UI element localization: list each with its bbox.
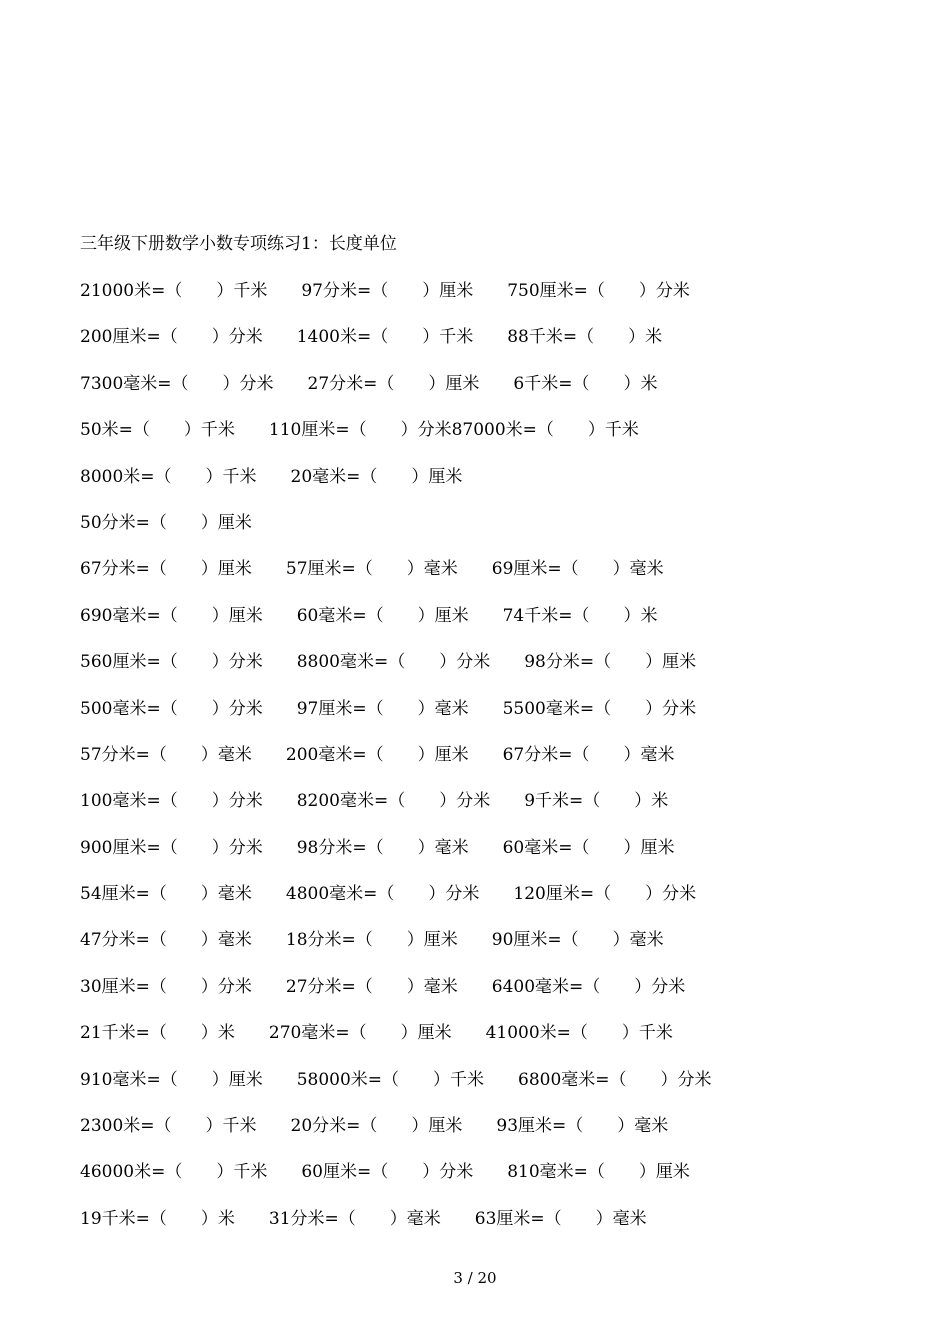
exercise-row-21: 19千米=（ ）米 31分米=（ ）毫米 63厘米=（ ）毫米	[80, 1208, 647, 1229]
exercise-list	[80, 279, 900, 1253]
page-number: 3 / 20	[453, 1269, 497, 1287]
exercise-row-5: 8000米=（ ）千米 20毫米=（ ）厘米	[80, 466, 463, 487]
exercise-row-14: 54厘米=（ ）毫米 4800毫米=（ ）分米 120厘米=（ ）分米	[80, 884, 697, 905]
exercise-row-16: 30厘米=（ ）分米 27分米=（ ）毫米 6400毫米=（ ）分米	[80, 976, 686, 997]
exercise-row-19: 2300米=（ ）千米 20分米=（ ）厘米 93厘米=（ ）毫米	[80, 1116, 669, 1137]
exercise-row-18: 910毫米=（ ）厘米 58000米=（ ）千米 6800毫米=（ ）分米	[80, 1069, 712, 1090]
exercise-row-17: 21千米=（ ）米 270毫米=（ ）厘米 41000米=（ ）千米	[80, 1023, 673, 1044]
exercise-row-4: 50米=（ ）千米 110厘米=（ ）分米87000米=（ ）千米	[80, 420, 639, 441]
exercise-row-11: 57分米=（ ）毫米 200毫米=（ ）厘米 67分米=（ ）毫米	[80, 744, 675, 765]
exercise-row-12: 100毫米=（ ）分米 8200毫米=（ ）分米 9千米=（ ）米	[80, 791, 669, 812]
exercise-row-9: 560厘米=（ ）分米 8800毫米=（ ）分米 98分米=（ ）厘米	[80, 652, 697, 673]
exercise-row-2: 200厘米=（ ）分米 1400米=（ ）千米 88千米=（ ）米	[80, 327, 663, 348]
exercise-row-1: 21000米=（ ）千米 97分米=（ ）厘米 750厘米=（ ）分米	[80, 281, 690, 301]
exercise-row-10: 500毫米=（ ）分米 97厘米=（ ）毫米 5500毫米=（ ）分米	[80, 698, 697, 719]
exercise-row-13: 900厘米=（ ）分米 98分米=（ ）毫米 60毫米=（ ）厘米	[80, 837, 675, 858]
exercise-row-8: 690毫米=（ ）厘米 60毫米=（ ）厘米 74千米=（ ）米	[80, 605, 658, 626]
exercise-row-6: 50分米=（ ）厘米	[80, 512, 252, 533]
exercise-row-20: 46000米=（ ）千米 60厘米=（ ）分米 810毫米=（ ）厘米	[80, 1162, 690, 1183]
page-title: 三年级下册数学小数专项练习1：长度单位	[80, 234, 397, 254]
exercise-row-15: 47分米=（ ）毫米 18分米=（ ）厘米 90厘米=（ ）毫米	[80, 930, 664, 951]
exercise-row-3: 7300毫米=（ ）分米 27分米=（ ）厘米 6千米=（ ）米	[80, 373, 658, 394]
exercise-row-7: 67分米=（ ）厘米 57厘米=（ ）毫米 69厘米=（ ）毫米	[80, 559, 664, 580]
